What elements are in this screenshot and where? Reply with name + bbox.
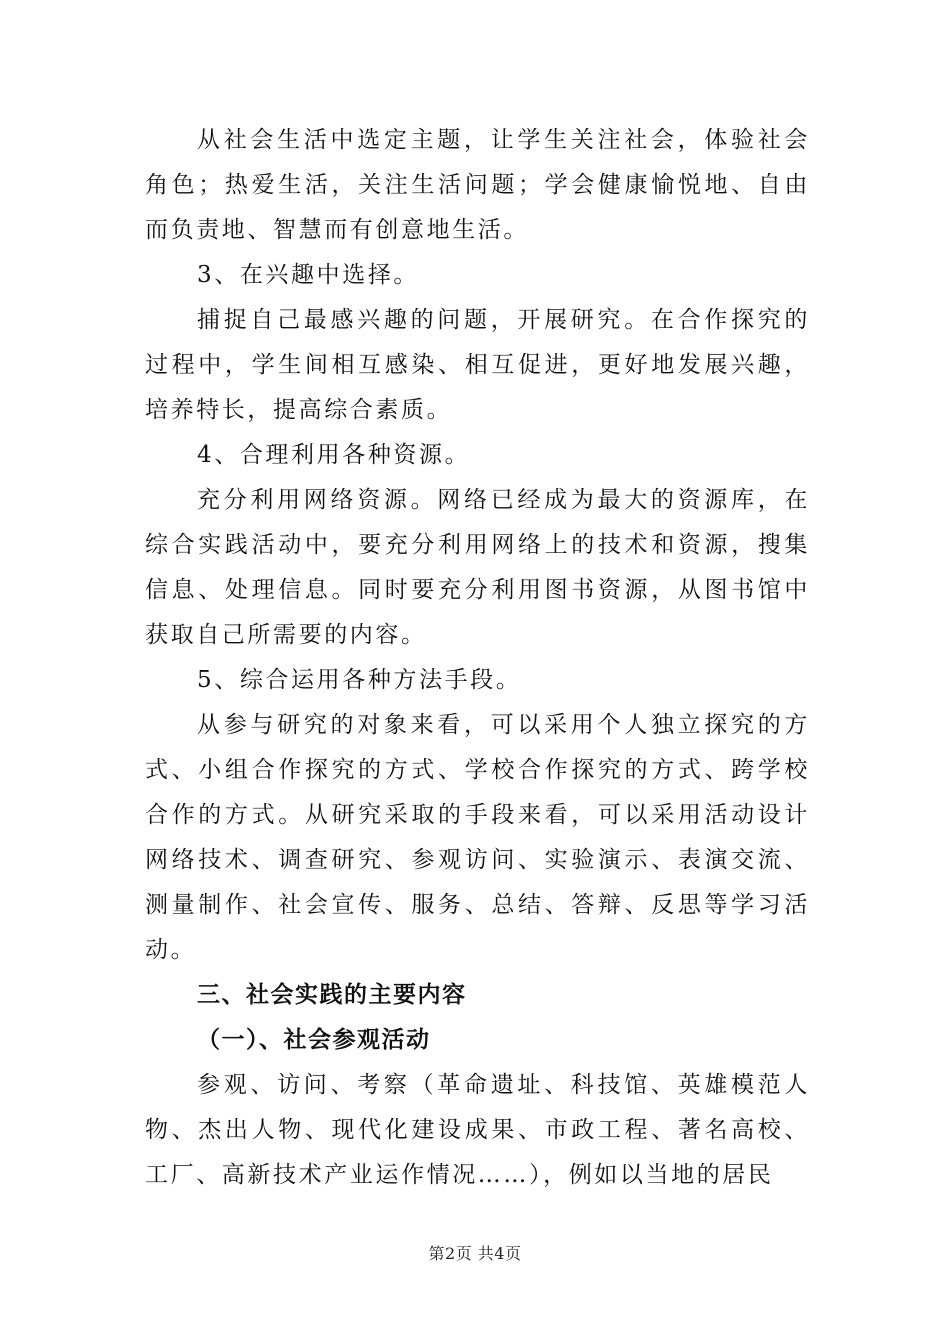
subsection-heading-1: （一）、社会参观活动 bbox=[197, 1027, 431, 1053]
page-footer bbox=[0, 1241, 950, 1264]
paragraph-visit-activities: 参观、访问、考察（革命遗址、科技馆、英雄模范人物、杰出人物、现代化建设成果、市政工程、著名高校、工厂、高新技术产业运作情况……），例如以当地的居民 bbox=[145, 1072, 810, 1188]
paragraph-interest-research: 捕捉自己最感兴趣的问题，开展研究。在合作探究的过程中，学生间相互感染、相互促进，更好地发展兴趣，培养特长，提高综合素质。 bbox=[145, 307, 810, 423]
paragraph-network-resources: 充分利用网络资源。网络已经成为最大的资源库，在综合实践活动中，要充分利用网络上的技术和资源，搜集信息、处理信息。同时要充分利用图书资源，从图书馆中获取自己所需要的内容。 bbox=[145, 487, 810, 648]
item-5-methods: 5、综合运用各种方法手段。 bbox=[197, 667, 522, 693]
paragraph-research-methods: 从参与研究的对象来看，可以采用个人独立探究的方式、小组合作探究的方式、学校合作探究的方式、跨学校合作的方式。从研究采取的手段来看，可以采用活动设计网络技术、调查研究、参观访问、实验演示、表演交流、测量制作、社会宣传、服务、总结、答辩、反思等学习活动。 bbox=[145, 712, 810, 963]
item-3-interest-choice: 3、在兴趣中选择。 bbox=[197, 262, 420, 288]
item-4-use-resources: 4、合理利用各种资源。 bbox=[197, 442, 471, 468]
section-heading-3: 三、社会实践的主要内容 bbox=[197, 982, 467, 1008]
paragraph-social-life-topic: 从社会生活中选定主题，让学生关注社会，体验社会角色；热爱生活，关注生活问题；学会健康愉悦地、自由而负责地、智慧而有创意地生活。 bbox=[145, 127, 810, 243]
document-body bbox=[145, 118, 810, 1198]
page-number-label: 第2页 共4页 bbox=[428, 1244, 522, 1263]
